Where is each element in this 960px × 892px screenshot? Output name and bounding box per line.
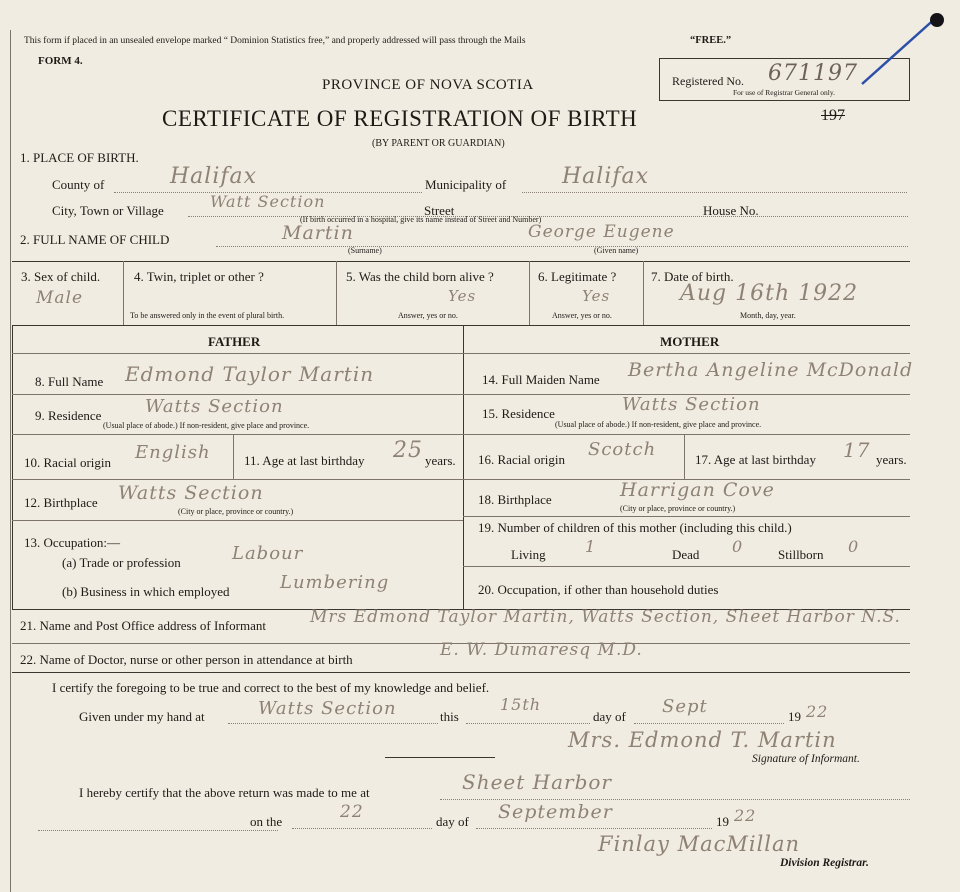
municipality-line xyxy=(522,192,907,193)
sex-value: Male xyxy=(36,288,84,308)
struck-form-number: 197 xyxy=(821,107,845,124)
heading-rule xyxy=(12,353,910,354)
father-age-years: years. xyxy=(425,453,456,468)
informant-signature-caption: Signature of Informant. xyxy=(752,753,860,765)
row3-bottom-rule xyxy=(12,325,910,326)
blue-pen-stroke xyxy=(850,10,960,90)
father-heading: FATHER xyxy=(208,334,261,349)
row3-div-4 xyxy=(643,261,644,325)
municipality-label: Municipality of xyxy=(425,177,507,192)
mother-living-value: 1 xyxy=(585,537,597,556)
registrar-month-line xyxy=(476,828,712,829)
registrar-month: September xyxy=(498,801,613,823)
mother-stillborn-label: Stillborn xyxy=(778,547,824,562)
doctor-label: 22. Name of Doctor, nurse or other person in attendance at birth xyxy=(20,652,353,667)
certify-year: 22 xyxy=(806,702,829,721)
father-occupation-label: 13. Occupation:— xyxy=(24,535,121,550)
certify-day: 15th xyxy=(500,695,542,714)
registrar-statement: I hereby certify that the above return was made to me at xyxy=(79,785,370,800)
father-residence-label: 9. Residence xyxy=(35,408,102,423)
mother-residence-note: (Usual place of abode.) If non-resident, give place and province. xyxy=(555,420,762,429)
mother-race-label: 16. Racial origin xyxy=(478,452,566,467)
father-row-rule-3 xyxy=(12,479,463,480)
registrar-on-label: on the xyxy=(250,814,283,829)
mother-name-label: 14. Full Maiden Name xyxy=(482,372,600,387)
city-line xyxy=(188,216,908,217)
seal-rule xyxy=(385,757,495,758)
city-value: Watt Section xyxy=(210,192,326,211)
row3-div-1 xyxy=(123,261,124,325)
county-value: Halifax xyxy=(170,164,258,189)
father-trade-value: Labour xyxy=(232,543,304,564)
father-name-value: Edmond Taylor Martin xyxy=(125,362,375,386)
month-line xyxy=(634,723,784,724)
city-label: City, Town or Village xyxy=(52,203,164,218)
certificate-subtitle: (BY PARENT OR GUARDIAN) xyxy=(372,138,505,149)
certify-month: Sept xyxy=(662,696,708,717)
informant-label: 21. Name and Post Office address of Informant xyxy=(20,618,266,633)
mother-race-value: Scotch xyxy=(588,439,657,460)
father-business-value: Lumbering xyxy=(280,572,390,593)
legitimate-label: 6. Legitimate ? xyxy=(538,269,617,284)
registrar-place: Sheet Harbor xyxy=(462,770,612,794)
father-business-label: (b) Business in which employed xyxy=(62,584,230,599)
mother-age-label: 17. Age at last birthday xyxy=(695,452,816,467)
registrar-day-of-label: day of xyxy=(436,814,469,829)
mother-row-rule-2 xyxy=(463,434,910,435)
twin-label: 4. Twin, triplet or other ? xyxy=(134,269,264,284)
informant-signature: Mrs. Edmond T. Martin xyxy=(568,728,837,752)
mailing-notice-free: “FREE.” xyxy=(690,35,732,46)
father-residence-note: (Usual place of abode.) If non-resident, give place and province. xyxy=(103,421,310,430)
mother-age-years: years. xyxy=(876,452,907,467)
legitimate-value: Yes xyxy=(582,287,611,305)
father-row-rule-4 xyxy=(12,520,463,521)
father-race-divider xyxy=(233,434,234,479)
child-name-line xyxy=(216,246,908,247)
section-left-border xyxy=(12,325,13,609)
day-line xyxy=(466,723,590,724)
mother-birthplace-note: (City or place, province or country.) xyxy=(620,504,736,513)
given-at-line xyxy=(228,723,438,724)
place-of-birth-heading: 1. PLACE OF BIRTH. xyxy=(20,150,139,165)
father-birthplace-value: Watts Section xyxy=(118,482,264,504)
father-birthplace-label: 12. Birthplace xyxy=(24,495,98,510)
registrar-caption: Division Registrar. xyxy=(780,857,869,869)
mother-dead-label: Dead xyxy=(672,547,700,562)
given-name-note: (Given name) xyxy=(594,246,639,255)
alive-label: 5. Was the child born alive ? xyxy=(346,269,494,284)
mother-row-rule-5 xyxy=(463,566,910,567)
registered-note: For use of Registrar General only. xyxy=(733,88,835,97)
mother-dead-value: 0 xyxy=(732,537,744,556)
mother-occupation-label: 20. Occupation, if other than household duties xyxy=(478,582,719,597)
doctor-bottom-rule xyxy=(12,672,910,673)
mailing-notice: This form if placed in an unsealed envelope marked “ Dominion Statistics free,” and properly addressed will pass through the Mails xyxy=(24,36,526,46)
municipality-value: Halifax xyxy=(562,164,650,189)
doctor-value: E. W. Dumaresq M.D. xyxy=(440,640,643,660)
registrar-year: 22 xyxy=(734,806,757,825)
registrar-day-line xyxy=(292,828,432,829)
father-trade-label: (a) Trade or profession xyxy=(62,555,181,570)
child-given-name: George Eugene xyxy=(528,222,675,242)
registered-number: 671197 xyxy=(768,61,858,86)
registrar-day: 22 xyxy=(340,802,364,822)
mother-row-rule-4 xyxy=(463,516,910,517)
father-birthplace-note: (City or place, province or country.) xyxy=(178,507,294,516)
registrar-lead-line xyxy=(38,830,278,831)
child-surname: Martin xyxy=(282,222,354,244)
child-name-label: 2. FULL NAME OF CHILD xyxy=(20,232,170,247)
registrar-place-line xyxy=(440,799,910,800)
registrar-signature: Finlay MacMillan xyxy=(598,832,801,856)
row3-div-3 xyxy=(529,261,530,325)
father-name-label: 8. Full Name xyxy=(35,374,104,389)
father-age-value: 25 xyxy=(393,438,423,463)
twin-note: To be answered only in the event of plural birth. xyxy=(130,311,285,320)
informant-value: Mrs Edmond Taylor Martin, Watts Section, Sheet Harbor N.S. xyxy=(310,607,901,627)
house-number-label: House No. xyxy=(703,203,759,218)
year-prefix: 19 xyxy=(788,709,801,724)
father-row-rule-1 xyxy=(12,394,463,395)
given-at-value: Watts Section xyxy=(258,698,397,719)
father-age-label: 11. Age at last birthday xyxy=(244,453,365,468)
form-number: FORM 4. xyxy=(38,55,83,67)
this-label: this xyxy=(440,709,459,724)
father-race-label: 10. Racial origin xyxy=(24,455,112,470)
mother-age-value: 17 xyxy=(843,438,871,462)
father-race-value: English xyxy=(135,442,211,463)
father-residence-value: Watts Section xyxy=(145,396,284,417)
street-note: (If birth occurred in a hospital, give its name instead of Street and Number) xyxy=(300,215,542,224)
certificate-title: CERTIFICATE OF REGISTRATION OF BIRTH xyxy=(162,106,638,131)
mother-birthplace-value: Harrigan Cove xyxy=(620,479,775,501)
registrar-year-prefix: 19 xyxy=(716,814,729,829)
left-margin-rule xyxy=(10,30,11,892)
registered-label: Registered No. xyxy=(672,74,744,88)
date-of-birth-label: 7. Date of birth. xyxy=(651,269,734,284)
mother-name-value: Bertha Angeline McDonald xyxy=(628,359,914,381)
mother-heading: MOTHER xyxy=(660,334,720,349)
mother-children-label: 19. Number of children of this mother (including this child.) xyxy=(478,520,792,535)
certify-statement: I certify the foregoing to be true and correct to the best of my knowledge and belief. xyxy=(52,680,490,695)
mother-residence-value: Watts Section xyxy=(622,394,761,415)
legitimate-note: Answer, yes or no. xyxy=(552,311,612,320)
given-at-label: Given under my hand at xyxy=(79,709,205,724)
mother-stillborn-value: 0 xyxy=(848,537,860,556)
mother-living-label: Living xyxy=(511,547,546,562)
mother-residence-label: 15. Residence xyxy=(482,406,555,421)
father-row-rule-2 xyxy=(12,434,463,435)
day-of-label: day of xyxy=(593,709,626,724)
alive-value: Yes xyxy=(448,287,477,305)
alive-note: Answer, yes or no. xyxy=(398,311,458,320)
row3-top-rule xyxy=(12,261,910,262)
sex-label: 3. Sex of child. xyxy=(21,269,101,284)
county-label: County of xyxy=(52,177,105,192)
date-of-birth-value: Aug 16th 1922 xyxy=(680,281,859,306)
row3-div-2 xyxy=(336,261,337,325)
surname-note: (Surname) xyxy=(348,246,382,255)
province-heading: PROVINCE OF NOVA SCOTIA xyxy=(322,77,534,93)
mother-birthplace-label: 18. Birthplace xyxy=(478,492,552,507)
mother-race-divider xyxy=(684,434,685,479)
date-of-birth-note: Month, day, year. xyxy=(740,311,796,320)
street-label: Street xyxy=(424,203,455,218)
